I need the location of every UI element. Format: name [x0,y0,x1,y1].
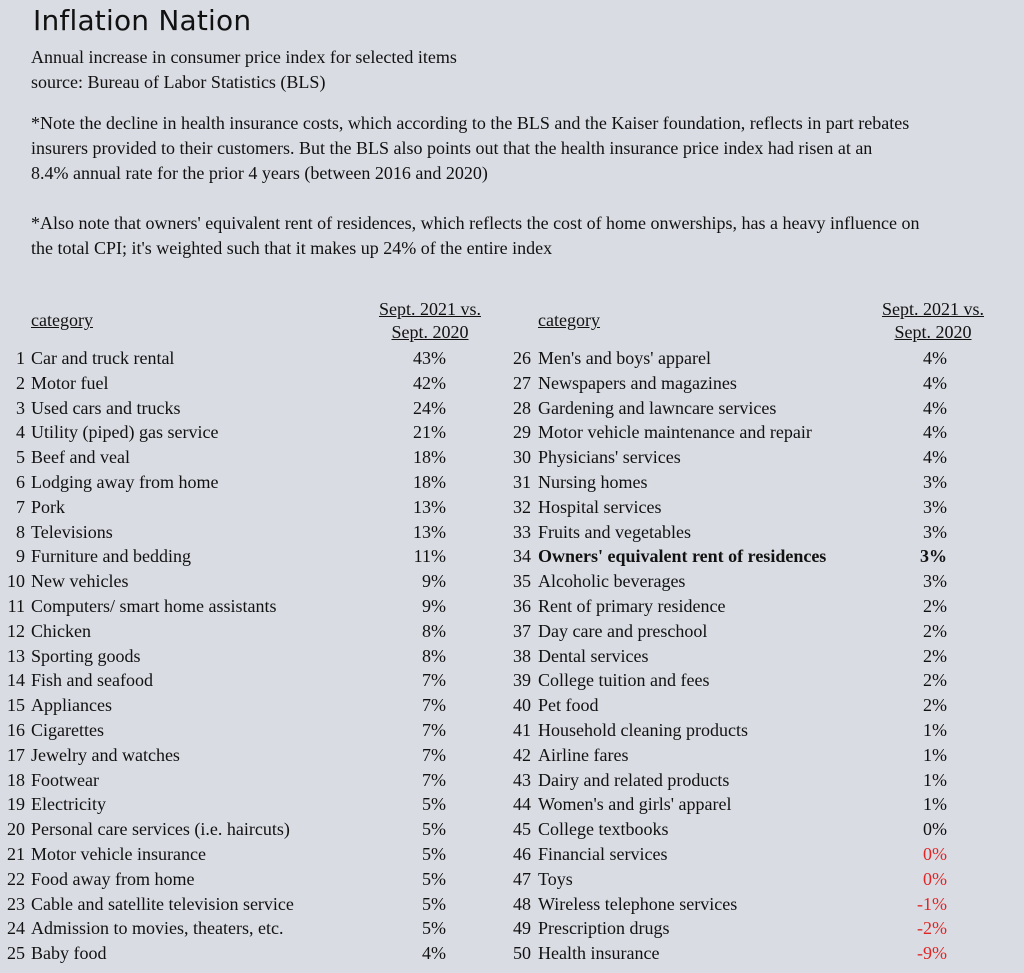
row-value: 18% [413,472,446,492]
row-value: 7% [422,670,446,691]
row-number: 12 [7,620,25,641]
right-value-header-line1: Sept. 2021 vs. [881,299,984,319]
row-number: 14 [7,670,25,691]
row-number: 30 [513,447,531,468]
row-category: Chicken [31,620,91,641]
row-value: 3% [923,472,947,492]
row-category: Fish and seafood [31,670,153,691]
source-line: source: Bureau of Labor Statistics (BLS) [31,72,326,92]
row-value: -2% [917,918,947,939]
note-rent-line-1: *Also note that owners' equivalent rent of residences, which reflects the cost of home onwerships, has a heavy influence on [31,213,920,233]
row-number: 44 [513,794,531,815]
row-number: 11 [7,596,25,616]
row-number: 2 [16,372,25,393]
row-number: 16 [7,720,25,740]
row-value: 4% [923,372,947,393]
row-value: -1% [917,893,947,914]
row-number: 17 [7,744,25,765]
row-category: Cigarettes [31,720,104,740]
row-value: 13% [413,496,446,517]
row-number: 50 [513,943,531,964]
row-value: 5% [422,844,446,864]
row-category: Baby food [31,943,107,964]
row-category: Alcoholic beverages [538,571,686,592]
row-number: 10 [7,571,25,592]
row-value: 4% [923,397,947,418]
row-number: 1 [16,348,25,368]
row-value: 5% [422,868,446,889]
row-number: 48 [513,893,531,914]
row-number: 13 [7,645,25,666]
row-value: 21% [413,422,446,443]
row-value: 2% [923,695,947,716]
row-category: Admission to movies, theaters, etc. [31,918,284,939]
row-category: Newspapers and magazines [538,372,737,393]
row-number: 27 [513,372,531,393]
row-category: Nursing homes [538,472,648,492]
row-number: 38 [513,645,531,666]
row-value: 5% [422,794,446,815]
row-number: 15 [7,695,25,716]
row-value: 24% [413,397,446,418]
row-number: 3 [16,397,25,418]
row-value: 8% [422,620,446,641]
right-value-header [863,298,1003,343]
row-number: 31 [513,472,531,492]
row-value: 7% [422,769,446,790]
row-category: Electricity [31,794,106,815]
row-category: Televisions [31,521,113,542]
left-category-header: category [31,310,93,330]
row-category: Hospital services [538,496,662,517]
row-value: 2% [923,645,947,666]
row-category: Pet food [538,695,599,716]
row-number: 6 [16,472,25,492]
row-value: 5% [422,893,446,914]
row-category: Pork [31,496,66,517]
row-category: Women's and girls' apparel [538,794,732,815]
row-value: -9% [917,943,947,964]
row-category: Motor vehicle maintenance and repair [538,422,812,443]
row-number: 9 [16,546,25,567]
row-category: Wireless telephone services [538,893,738,914]
row-value: 18% [413,447,446,468]
row-number: 33 [513,521,531,542]
row-number: 47 [513,868,531,889]
row-number: 41 [513,720,531,740]
row-number: 21 [7,844,25,864]
row-number: 34 [513,546,531,567]
row-value: 9% [422,571,446,592]
row-number: 20 [7,819,25,840]
row-category: Cable and satellite television service [31,893,294,914]
row-category: New vehicles [31,571,129,592]
left-value-header-line2: Sept. 2020 [391,321,469,342]
row-value: 7% [422,720,446,740]
row-value: 4% [923,447,947,468]
left-value-header-line1: Sept. 2021 vs. [378,299,481,319]
row-value: 9% [422,596,446,616]
right-category-header: category [538,310,600,330]
row-value: 3% [923,496,947,517]
row-number: 49 [513,918,531,939]
row-value: 0% [923,868,947,889]
row-category: Owners' equivalent rent of residences [538,546,827,567]
row-category: Dairy and related products [538,769,730,790]
row-value: 7% [422,744,446,765]
left-value-header [360,298,500,343]
row-category: Health insurance [538,943,660,964]
row-number: 26 [513,348,531,368]
row-number: 28 [513,397,531,418]
row-category: Men's and boys' apparel [538,348,711,368]
row-number: 22 [7,868,25,889]
row-number: 46 [513,844,531,864]
row-value: 3% [923,571,947,592]
row-number: 42 [513,744,531,765]
row-number: 5 [16,447,25,468]
row-category: Toys [538,868,573,889]
row-number: 24 [7,918,25,939]
row-value: 4% [923,422,947,443]
row-number: 36 [513,596,531,616]
row-category: Food away from home [31,868,195,889]
note-health-line-1: *Note the decline in health insurance costs, which according to the BLS and the Kaiser foundation, reflects in part rebates [31,113,910,133]
row-category: Lodging away from home [31,472,219,492]
row-category: College textbooks [538,819,669,840]
row-category: Beef and veal [31,447,130,468]
row-category: Utility (piped) gas service [31,422,219,443]
row-number: 29 [513,422,531,443]
row-value: 42% [413,372,446,393]
row-category: Motor vehicle insurance [31,844,206,864]
row-value: 5% [422,918,446,939]
row-category: Rent of primary residence [538,596,726,616]
row-category: Dental services [538,645,649,666]
row-number: 7 [16,496,25,517]
row-category: Personal care services (i.e. haircuts) [31,819,290,840]
row-category: Sporting goods [31,645,141,666]
row-value: 43% [413,348,446,368]
row-number: 37 [513,620,531,641]
row-category: Day care and preschool [538,620,708,641]
row-category: Motor fuel [31,372,109,393]
row-value: 1% [923,720,947,740]
row-value: 11% [413,546,446,567]
row-value: 13% [413,521,446,542]
row-category: Car and truck rental [31,348,175,368]
row-category: Gardening and lawncare services [538,397,777,418]
row-number: 18 [7,769,25,790]
row-category: Computers/ smart home assistants [31,596,277,616]
row-value: 1% [923,794,947,815]
row-category: Airline fares [538,744,629,765]
row-value: 3% [923,521,947,542]
row-category: Footwear [31,769,99,790]
row-category: Used cars and trucks [31,397,181,418]
row-category: Fruits and vegetables [538,521,691,542]
row-category: Physicians' services [538,447,681,468]
row-value: 0% [923,844,947,864]
row-value: 2% [923,620,947,641]
row-value: 7% [422,695,446,716]
right-value-header-line2: Sept. 2020 [894,321,972,342]
row-number: 43 [513,769,531,790]
row-category: Financial services [538,844,668,864]
row-number: 23 [7,893,25,914]
row-value: 4% [422,943,446,964]
row-number: 39 [513,670,531,691]
row-category: Prescription drugs [538,918,670,939]
row-value: 1% [923,744,947,765]
row-category: Furniture and bedding [31,546,191,567]
row-number: 4 [16,422,25,443]
note-health-line-2: insurers provided to their customers. But the BLS also points out that the health insurance price index had risen at an [31,138,873,158]
note-health-line-3: 8.4% annual rate for the prior 4 years (between 2016 and 2020) [31,163,488,183]
row-category: Appliances [31,695,112,716]
row-value: 4% [923,348,947,368]
row-category: College tuition and fees [538,670,710,691]
page-title: Inflation Nation [33,4,252,37]
row-number: 19 [7,794,25,815]
row-category: Household cleaning products [538,720,748,740]
row-number: 32 [513,496,531,517]
subtitle: Annual increase in consumer price index for selected items [31,47,457,67]
row-number: 25 [7,943,25,964]
row-number: 45 [513,819,531,840]
row-value: 5% [422,819,446,840]
row-value: 8% [422,645,446,666]
row-value: 1% [923,769,947,790]
row-value: 2% [923,596,947,616]
row-number: 35 [513,571,531,592]
row-value: 3% [920,546,947,567]
row-number: 8 [16,521,25,542]
row-number: 40 [513,695,531,716]
row-value: 2% [923,670,947,691]
row-category: Jewelry and watches [31,744,180,765]
note-rent-line-2: the total CPI; it's weighted such that it makes up 24% of the entire index [31,238,553,258]
row-value: 0% [923,819,947,840]
